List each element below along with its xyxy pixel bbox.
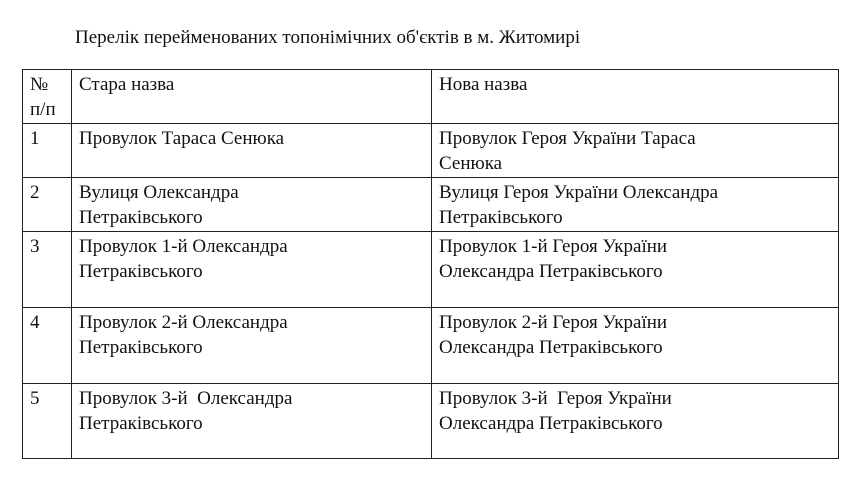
row-old-name: Провулок 1-й Олександра Петраківського [79, 236, 288, 282]
table-row [23, 178, 839, 232]
row-old-name-cell [72, 384, 432, 459]
row-old-name: Вулиця Олександра Петраківського [79, 182, 239, 228]
table-row [23, 308, 839, 384]
header-new-name-cell [432, 70, 839, 124]
row-old-name-cell [72, 124, 432, 178]
row-new-name-cell [432, 232, 839, 308]
header-number-label: № п/п [30, 74, 56, 120]
row-number-cell [23, 124, 72, 178]
row-old-name: Провулок 3-й Олександра Петраківського [79, 388, 293, 434]
header-new-name-label: Нова назва [439, 74, 528, 95]
table-row [23, 232, 839, 308]
row-old-name-cell [72, 178, 432, 232]
row-number-cell [23, 308, 72, 384]
row-new-name-cell [432, 384, 839, 459]
row-new-name: Провулок 2-й Героя України Олександра Петраківського [439, 312, 668, 358]
row-new-name-cell [432, 124, 839, 178]
table-row [23, 384, 839, 459]
row-number-cell [23, 384, 72, 459]
header-old-name-label: Стара назва [79, 74, 175, 95]
row-old-name-cell [72, 232, 432, 308]
header-number-cell [23, 70, 72, 124]
row-number-cell [23, 178, 72, 232]
row-old-name: Провулок 2-й Олександра Петраківського [79, 312, 288, 358]
row-new-name: Провулок Героя України Тараса Сенюка [439, 128, 696, 174]
row-new-name: Провулок 3-й Героя України Олександра Петраківського [439, 388, 672, 434]
row-number: 1 [30, 128, 40, 149]
row-number: 4 [30, 312, 40, 333]
row-old-name-cell [72, 308, 432, 384]
table-row [23, 124, 839, 178]
row-number-cell [23, 232, 72, 308]
row-new-name-cell [432, 178, 839, 232]
row-number: 2 [30, 182, 40, 203]
row-new-name: Вулиця Героя України Олександра Петраківського [439, 182, 719, 228]
row-old-name: Провулок Тараса Сенюка [79, 128, 285, 149]
table-header-row [23, 70, 839, 124]
document-title: Перелік перейменованих топонімічних об'єктів в м. Житомирі [75, 27, 581, 48]
row-number: 3 [30, 236, 40, 257]
row-number: 5 [30, 388, 40, 409]
header-old-name-cell [72, 70, 432, 124]
row-new-name-cell [432, 308, 839, 384]
renamed-objects-table [22, 69, 839, 459]
row-new-name: Провулок 1-й Героя України Олександра Петраківського [439, 236, 668, 282]
